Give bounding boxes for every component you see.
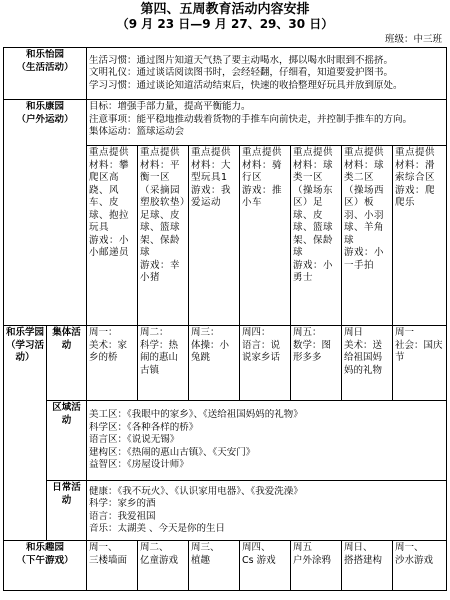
life-label: 和乐怡园 （生活活动） [4,48,87,100]
game-item-4: 周四、 Cs 游戏 [240,541,291,591]
outdoor-zone-6: 重点提供材料：球类二区（操场西区）板羽、小羽球、羊角球 游戏：小一手拍 [342,146,393,326]
area-science: 科学区：《各种各样的桥》 [89,421,199,433]
daily-language: 语言：我爱祖国 [89,510,156,522]
learning-label: 和乐学园（学习活动） [4,326,47,541]
outdoor-zone-7: 重点提供材料：滑索综合区 游戏：爬爬乐 [393,146,447,326]
area-puzzle: 益智区：《房屋设计师》 [89,459,189,471]
group-item-7: 周一 社会：国庆节 [393,326,447,401]
group-item-3: 周三： 体操：小兔跳 [189,326,240,401]
outdoor-zone-3: 重点提供材料：大型玩具1 游戏：我爱运动 [189,146,240,326]
game-item-2: 周二、 亿童游戏 [138,541,189,591]
life-manners: 文明礼仪：通过谈话阅读图书时，会经轻翻，仔细看，知道要爱护图书。 [89,67,394,79]
outdoor-zone-4: 重点提供材料：骑行区 游戏：推小车 [240,146,291,326]
learning-group-row [4,326,447,401]
outdoor-notice: 注意事项：能平稳地推动载着货物的手推车向前快走，并控制手推车的方向。 [89,113,413,125]
daily-activity-content [87,481,447,541]
game-item-3: 周三、 植趣 [189,541,240,591]
group-item-6: 周日 美术：送给祖国妈妈的礼物 [342,326,393,401]
life-content [87,48,447,100]
game-item-6: 周日、 搭搭建构 [342,541,393,591]
schedule-table [3,47,447,591]
outdoor-zone-2: 重点提供材料：平衡一区（采摘园塑胶软垫）足球、皮球、篮球架、保龄球 游戏：幸小猪 [138,146,189,326]
area-construction: 建构区：《热闹的惠山古镇》、《天安门》 [89,446,256,458]
daily-activity-label: 日常活动 [47,481,87,541]
group-item-1: 周一： 美术：家乡的桥 [87,326,138,401]
game-item-5: 周五 户外涂鸦 [291,541,342,591]
life-study: 学习习惯：通过谈论知道活动结束后，快速的收拾整理好玩具并放到原处。 [89,79,403,91]
life-row [4,48,447,100]
outdoor-group: 集体运动：篮球运动会 [89,126,185,137]
outdoor-zone-5: 重点提供材料：球类一区（操场东区）足球、皮球、篮球架、保龄球 游戏：小勇士 [291,146,342,326]
outdoor-goal: 目标：增强手部力量，提高平衡能力。 [89,101,251,112]
daily-science: 科学：家乡的酒 [89,498,156,509]
games-label: 和乐趣园 （下午游戏） [4,541,87,591]
game-item-7: 周一、 沙水游戏 [393,541,447,591]
area-activity-label: 区域活动 [47,401,87,481]
area-language: 语言区：《说说无锡》 [89,434,180,446]
outdoor-zone-1: 重点提供材料：攀爬区高跷、风车、皮球、抱拉玩具 游戏：小小邮递员 [87,146,138,326]
daily-music: 音乐：太湖美 、今天是你的生日 [89,523,226,534]
date-range: （9 月 23 日—9 月 27、29、30 日） [116,17,334,31]
area-activity-content [87,401,447,481]
daily-health: 健康：《我不玩火》、《认识家用电器》、《我爱洗澡》 [89,485,303,497]
games-row [4,541,447,591]
outdoor-goal-row [4,100,447,146]
class-label: 班级：中三班 [384,34,442,45]
learning-daily-row [4,481,447,541]
group-activity-label: 集体活动 [47,326,87,401]
outdoor-label: 和乐康园 （户外运动） [4,100,87,326]
group-item-2: 周二： 科学：热闹的惠山古镇 [138,326,189,401]
life-habit: 生活习惯：通过图片知道天气热了要主动喝水，掷以喝水时眼到不摇挤。 [89,54,394,66]
page-title: 第四、五周教育活动内容安排 [140,2,310,17]
area-art: 美工区：《我眼中的家乡》、《送给祖国妈妈的礼物》 [89,409,303,421]
group-item-5: 周五： 数学：图形多多 [291,326,342,401]
group-item-4: 周四： 语言：说说家乡话 [240,326,291,401]
game-item-1: 周一、 三楼墙面 [87,541,138,591]
learning-area-row [4,401,447,481]
outdoor-goals [87,100,447,146]
